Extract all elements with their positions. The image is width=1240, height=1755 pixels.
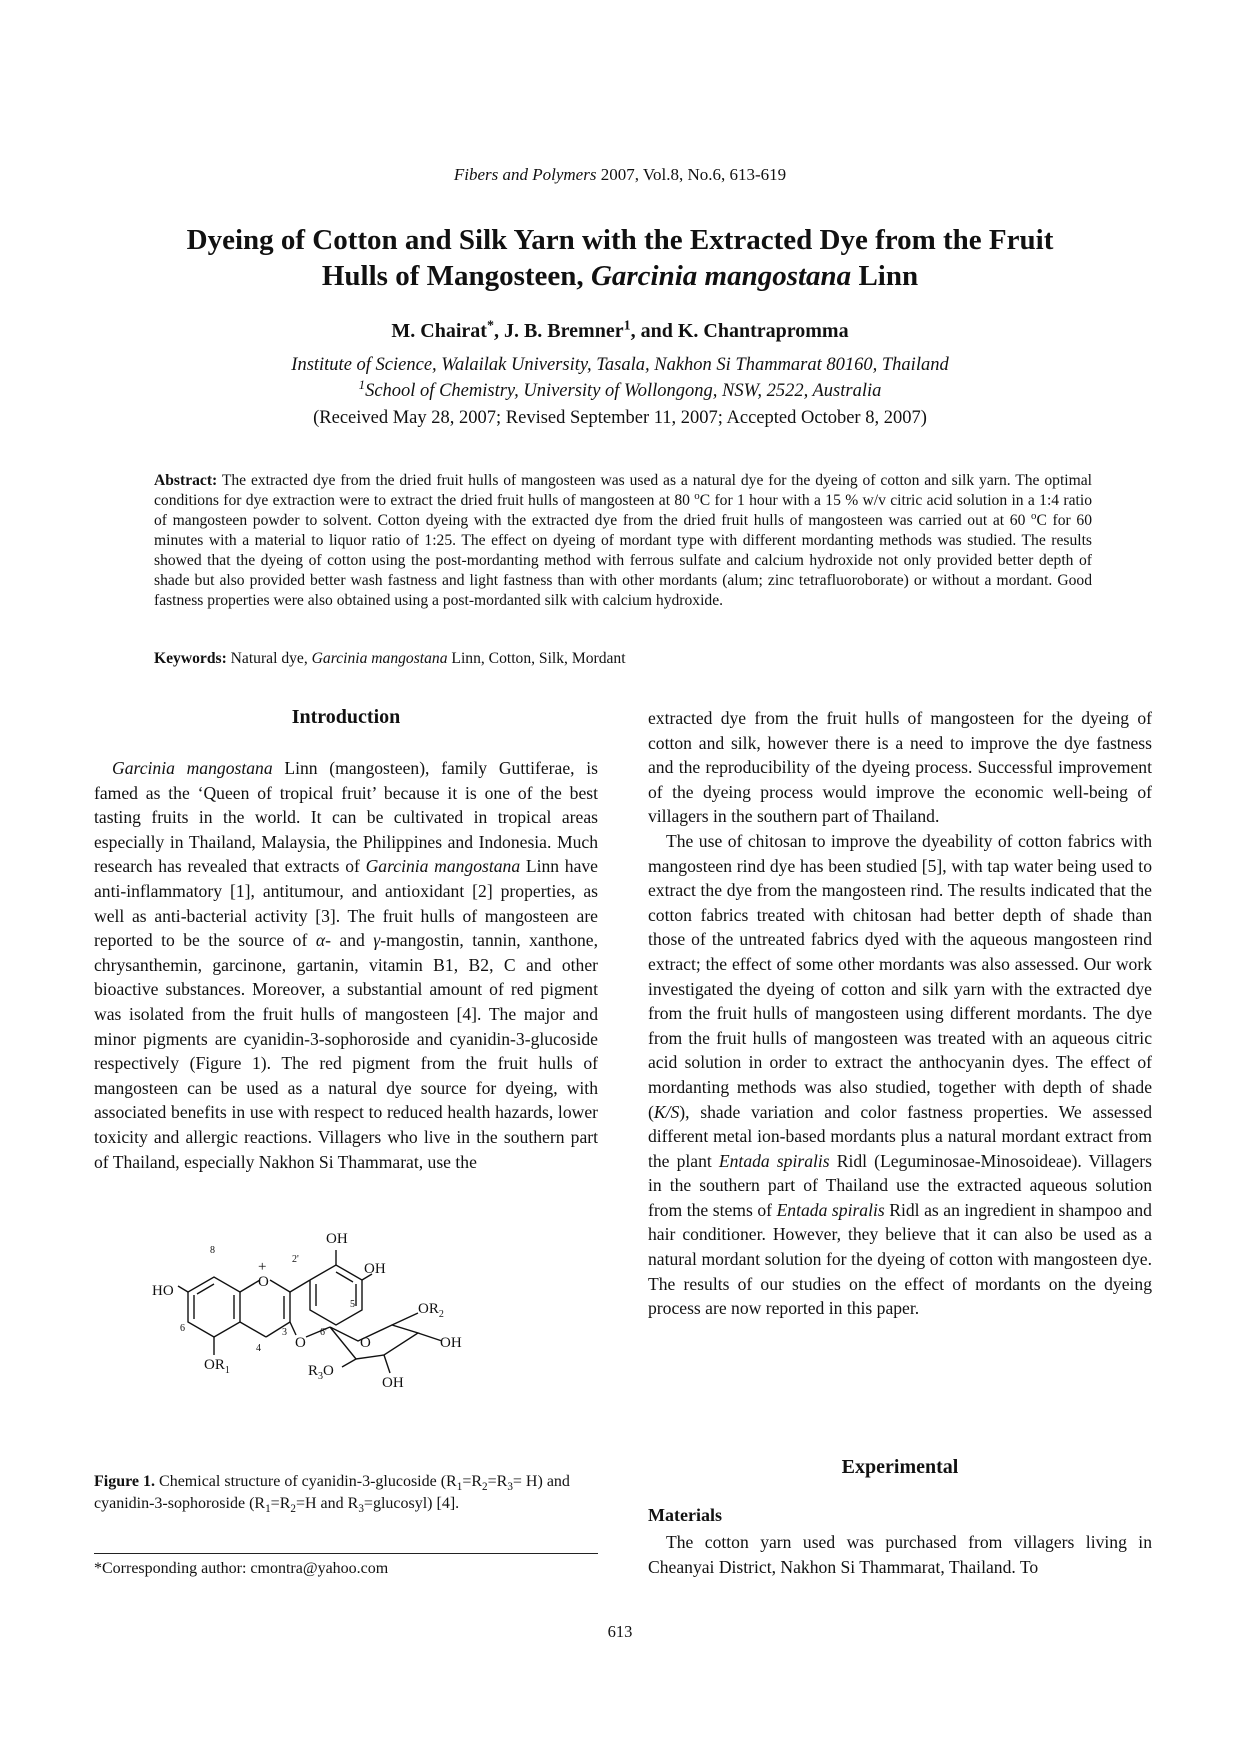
subscript: 2 (482, 1481, 488, 1494)
introduction-paragraph-2 (648, 829, 1152, 1321)
abstract-text-1: The extracted dye from the dried fruit hulls of mangosteen was used as a natural dye for the dyeing of cotton and silk yarn. The optimal conditions for dye extraction were to extract the dried fruit hulls of mangosteen at 80 (154, 472, 1092, 509)
svg-text:R3O (308, 1363, 334, 1382)
author-1-mark: * (486, 318, 494, 334)
oh-top-label: OH (326, 1231, 348, 1247)
affiliation-2-mark: 1 (358, 376, 366, 392)
position-2-prime-label: 2' (292, 1254, 299, 1265)
keywords (154, 650, 1092, 668)
caption-text: Chemical structure of cyanidin-3-glucoside (R (155, 1473, 457, 1490)
species-name: Entada spiralis (718, 1150, 830, 1171)
author-2: , J. B. Bremner (493, 320, 624, 342)
title-text: Hulls of Mangosteen, (321, 260, 591, 292)
subscript: 1 (456, 1481, 463, 1494)
or1-label: OR (204, 1357, 225, 1373)
author-1: M. Chairat (391, 320, 487, 342)
affiliation-2 (0, 376, 1240, 402)
abstract-text-3: C for 60 minutes with a material to liquor ratio of 1:25. The effect on dyeing of mordant type with different mordanting methods was studied. The results showed that the dyeing of cotton using the post-mordanting method with ferrous sulfate and calcium hydroxide not only provided better depth of shade but also provided better wash fastness and light fastness than with other mordants (alum; zinc tetrafluoroborate) or without a mordant. Good fastness properties were also obtained using a post-mordanted silk with calcium hydroxide. (154, 512, 1092, 609)
figure-label: Figure 1. (94, 1473, 156, 1490)
subscript: 2 (290, 1503, 296, 1516)
ho-label: HO (152, 1283, 174, 1299)
introduction-heading: Introduction (291, 706, 401, 728)
r3-subscript: 3 (318, 1371, 324, 1382)
sugar-oh-bottom-label: OH (382, 1375, 404, 1391)
author-2-mark: 1 (623, 318, 631, 334)
position-6-prime-label: 6' (320, 1327, 327, 1338)
ks-symbol: K/S (653, 1101, 680, 1122)
title-line-1: Dyeing of Cotton and Silk Yarn with the Extracted Dye from the Fruit (186, 224, 1054, 256)
journal-name: Fibers and Polymers (453, 165, 597, 184)
materials-text: The cotton yarn used was purchased from villagers living in Cheanyai District, Nakhon Si Thammarat, Thailand. To (648, 1532, 1152, 1577)
body-text: Ridl (Leguminosae-Minosoideae). Villagers in the southern part of Thailand use the extracted aqueous solution from the stems of (648, 1150, 1152, 1220)
title-line-2 (100, 258, 1140, 294)
keywords-species: Garcinia mangostana (311, 650, 448, 667)
page-number: 613 (607, 1622, 633, 1641)
footnote-divider (94, 1553, 598, 1554)
or1-subscript: 1 (224, 1365, 230, 1376)
species-name: Garcinia mangostana (112, 758, 273, 778)
caption-text: =glucosyl) [4]. (363, 1495, 460, 1512)
abstract-text-2: C for 1 hour with a 15 % w/v citric acid solution in a 1:4 ratio of mangosteen powder to solvent. Cotton dyeing with the extracted dye from the dried fruit hulls of mangosteen was carried out at 60 (154, 492, 1092, 529)
materials-heading: Materials (648, 1505, 722, 1525)
corresponding-author-footnote: *Corresponding author: cmontra@yahoo.com (94, 1560, 389, 1577)
materials-paragraph (648, 1530, 1152, 1579)
received-dates: (Received May 28, 2007; Revised September 11, 2007; Accepted October 8, 2007) (313, 408, 927, 428)
body-text: Linn have anti-inflammatory [1], antitumour, and antioxidant [2] properties, as well as anti-bacterial activity [3]. The fruit hulls of mangosteen are reported to be the source of (94, 856, 598, 951)
title-text-end: Linn (851, 260, 919, 292)
keywords-text: Natural dye, (226, 650, 312, 667)
r3-oxygen-label: O (323, 1363, 334, 1379)
title-species: Garcinia mangostana (590, 260, 852, 292)
affiliation-1: Institute of Science, Walailak University, Tasala, Nakhon Si Thammarat 80160, Thailand (291, 355, 949, 375)
position-6-label: 6 (180, 1323, 185, 1334)
author-3: , and K. Chantrapromma (630, 320, 849, 342)
position-8-label: 8 (210, 1245, 215, 1256)
body-text: -mangostin, tannin, xanthone, chrysanthemin, garcinone, gartanin, vitamin B1, B2, C and other bioactive substances. Moreover, a substantial amount of red pigment was isolated from the fruit hulls of mangosteen [4]. The major and minor pigments are cyanidin-3-sophoroside and cyanidin-3-glucoside respectively (Figure 1). The red pigment from the fruit hulls of mangosteen can be used as a natural dye source for dyeing, with associated benefits in use with respect to reduced health hazards, lower toxicity and allergic reactions. Villagers who live in the southern part of Thailand, especially Nakhon Si Thammarat, use the (94, 930, 599, 1172)
caption-text: = H) and cyanidin-3-sophoroside (R (94, 1473, 570, 1512)
body-text: ), shade variation and color fastness properties. We assessed different metal ion-based mordants plus a natural mordant extract from the plant (648, 1101, 1152, 1171)
introduction-paragraph-1 (94, 756, 598, 1174)
cyanidin-structure-diagram (152, 1231, 560, 1455)
position-4-label: 4 (256, 1343, 261, 1354)
introduction-right-column (648, 706, 1152, 1321)
keywords-label: Keywords: (154, 650, 227, 667)
degree-mark: o (1031, 509, 1037, 522)
or2-subscript: 2 (438, 1309, 444, 1320)
subscript: 3 (358, 1503, 364, 1516)
body-text: Ridl as an ingredient in shampoo and hair conditioner. However, they believe that it can also be used as a natural mordant solution for the dyeing of cotton with mangosteen dye. The results of our studies on the effect of mordants on the dyeing process are now reported in this paper. (648, 1199, 1152, 1319)
caption-text: =H and R (295, 1495, 359, 1512)
positive-charge-label: + (258, 1259, 267, 1275)
sugar-oh-right-label: OH (440, 1335, 462, 1351)
body-text: The use of chitosan to improve the dyeability of cotton fabrics with mangosteen rind dye has been studied [5], with tap water being used to extract the dye from the mangosteen rind. The results indicated that the cotton fabrics treated with chitosan had better depth of shade than those of the untreated fabrics dyed with the aqueous mangosteen rind extract; the effect of some other mordants was also assessed. Our work investigated the dyeing of cotton and silk yarn with the extracted dye from the fruit hulls of mangosteen using different mordants. The dye from the fruit hulls of mangosteen was treated with an aqueous citric acid solution in order to extract the anthocyanin dyes. The effect of mordanting methods was also studied, together with depth of shade ( (648, 830, 1152, 1122)
svg-text:OR2 (418, 1301, 444, 1320)
abstract-label: Abstract: (154, 472, 218, 489)
keywords-text-end: Linn, Cotton, Silk, Mordant (447, 650, 626, 667)
position-5-prime-label: 5' (350, 1299, 357, 1310)
journal-details: 2007, Vol.8, No.6, 613-619 (596, 165, 787, 184)
species-name: Entada spiralis (776, 1199, 885, 1220)
caption-text: =R (487, 1473, 508, 1490)
experimental-heading: Experimental (841, 1456, 959, 1478)
affiliation-2-text: School of Chemistry, University of Wollongong, NSW, 2522, Australia (365, 381, 882, 401)
subscript: 1 (265, 1503, 271, 1516)
caption-text: =R (270, 1495, 291, 1512)
position-3-label: 3 (282, 1327, 287, 1338)
r3-label: R (308, 1363, 319, 1379)
gamma-symbol: γ (373, 930, 381, 951)
structure-bonds (178, 1250, 442, 1373)
structure-labels (152, 1231, 462, 1391)
author-list (0, 320, 1240, 343)
abstract (154, 471, 1092, 611)
alpha-symbol: α (315, 930, 326, 951)
paper-title (100, 222, 1140, 294)
figure-1-caption (94, 1471, 598, 1515)
species-name: Garcinia mangostana (365, 856, 521, 877)
svg-text:OR1 (204, 1357, 230, 1376)
glycosidic-oxygen-label: O (295, 1335, 306, 1351)
ring-oxygen-label: O (360, 1335, 371, 1351)
subscript: 3 (507, 1481, 513, 1494)
degree-mark: o (694, 489, 700, 502)
introduction-continuation: extracted dye from the fruit hulls of mangosteen for the dyeing of cotton and silk, however there is a need to improve the dye fastness and the reproducibility of the dyeing process. Successful improvement of the dyeing process would improve the economic well-being of villagers in the southern part of Thailand. (648, 708, 1152, 827)
body-text: Linn (mangosteen), family Guttiferae, is famed as the ‘Queen of tropical fruit’ because it is one of the best tasting fruits in the world. It can be cultivated in tropical areas especially in Thailand, Malaysia, the Philippines and Indonesia. Much research has revealed that extracts of (94, 758, 598, 877)
body-text: - and (325, 930, 374, 951)
oh-right-label: OH (364, 1261, 386, 1277)
caption-text: =R (462, 1473, 483, 1490)
journal-citation (0, 165, 1240, 185)
oxonium-label: O (258, 1274, 269, 1290)
or2-label: OR (418, 1301, 439, 1317)
